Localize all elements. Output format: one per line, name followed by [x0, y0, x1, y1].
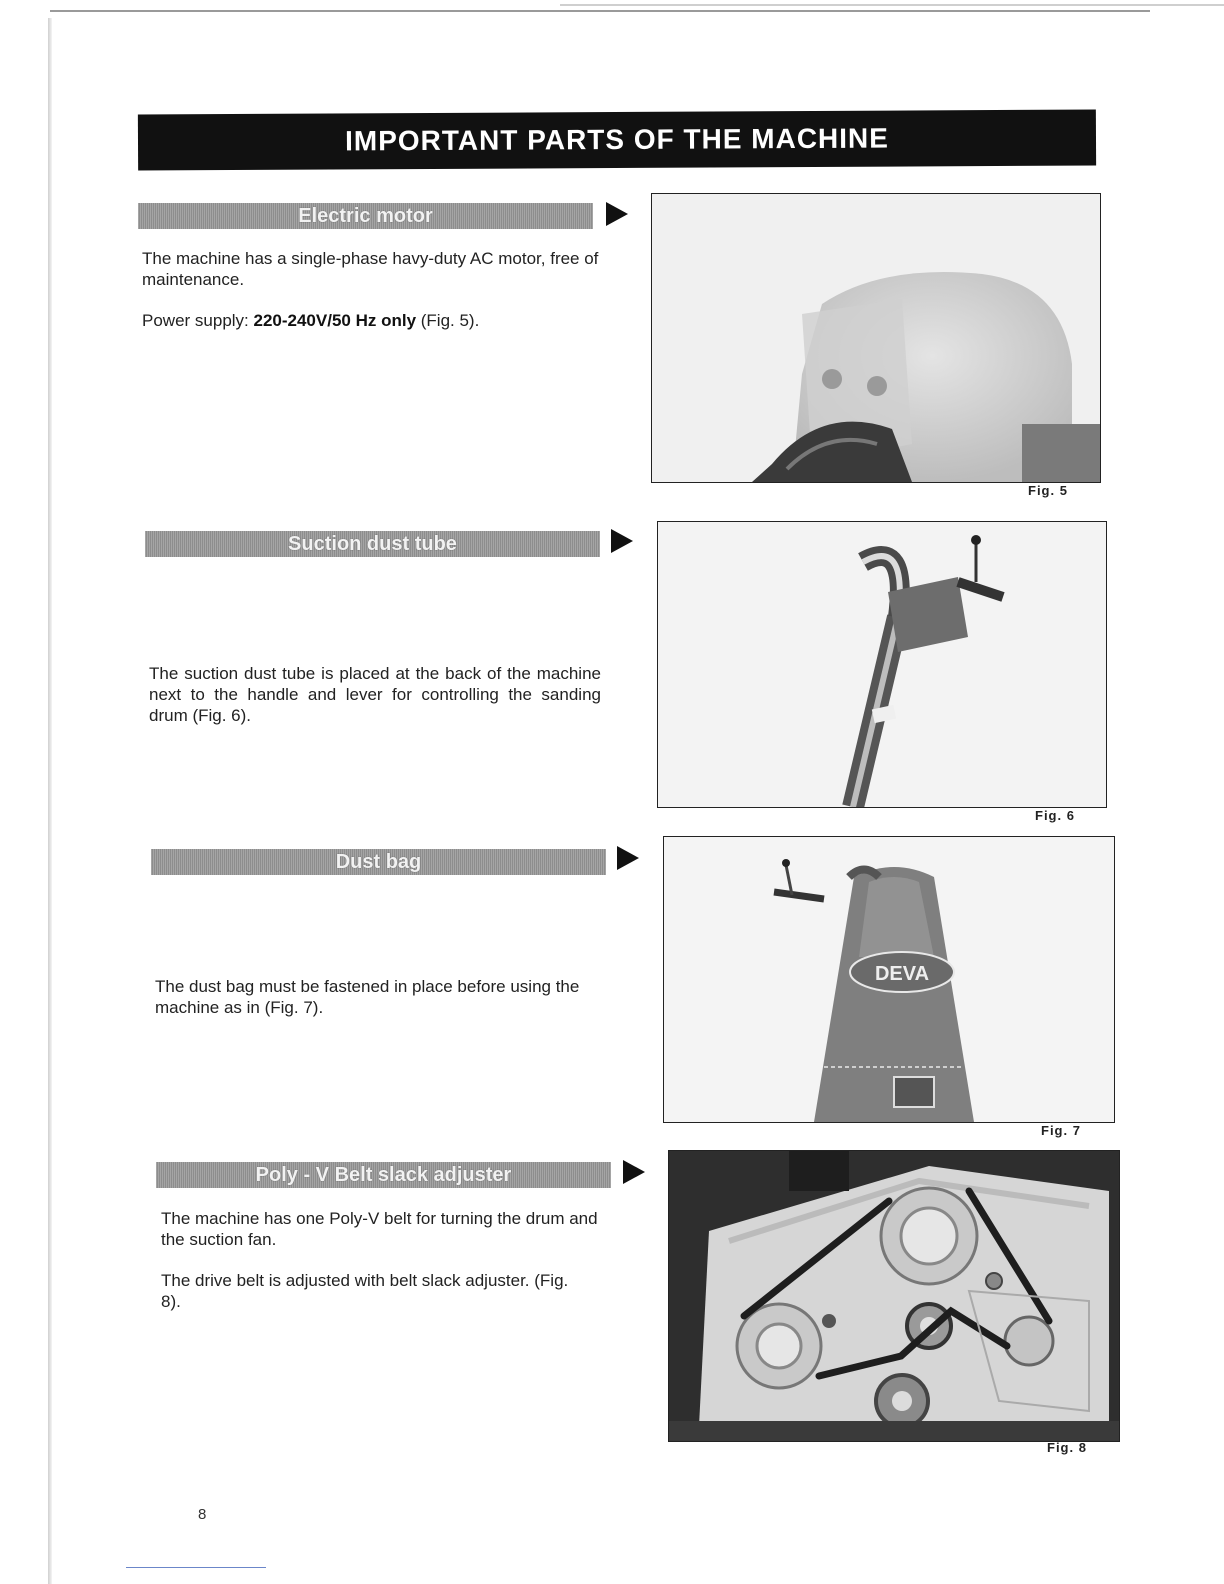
power-supply-ref: (Fig. 5).	[416, 311, 480, 330]
belt-drive-illustration	[669, 1151, 1119, 1441]
motor-description: The machine has a single-phase havy-duty AC motor, free of maintenance.	[142, 249, 599, 289]
section-heading: Poly - V Belt slack adjuster	[156, 1162, 611, 1188]
suction-tube-description: The suction dust tube is placed at the back of the machine next to the handle and lever for controlling the sanding drum (Fig. 6).	[149, 664, 601, 725]
power-supply-text	[142, 310, 602, 331]
figure-8-label: Fig. 8	[1047, 1440, 1087, 1455]
dust-bag-description: The dust bag must be fastened in place before using the machine as in (Fig. 7).	[155, 977, 580, 1017]
arrow-right-icon	[606, 202, 628, 226]
section-heading: Electric motor	[138, 203, 593, 229]
page-title: IMPORTANT PARTS OF THE MACHINE	[138, 109, 1096, 170]
figure-6-photo	[657, 521, 1107, 808]
section-heading: Suction dust tube	[145, 531, 600, 557]
bag-logo: DEVA	[874, 963, 930, 985]
power-supply-label: Power supply:	[142, 311, 254, 330]
arrow-right-icon	[617, 846, 639, 870]
belt-description: The machine has one Poly-V belt for turning the drum and the suction fan.	[161, 1209, 598, 1249]
power-supply-value: 220-240V/50 Hz only	[253, 311, 417, 330]
figure-6-label: Fig. 6	[1035, 808, 1075, 823]
arrow-right-icon	[623, 1160, 645, 1184]
scan-edge-top-2	[560, 4, 1224, 6]
figure-8-photo	[668, 1150, 1120, 1442]
arrow-right-icon	[611, 529, 633, 553]
figure-7-photo	[663, 836, 1115, 1123]
page-number: 8	[198, 1506, 207, 1523]
belt-adjust-instruction: The drive belt is adjusted with belt slack adjuster. (Fig. 8).	[161, 1271, 569, 1311]
figure-5-photo	[651, 193, 1101, 483]
section-heading: Dust bag	[151, 849, 606, 875]
figure-7-label: Fig. 7	[1041, 1123, 1081, 1138]
scan-edge-left	[48, 18, 52, 1584]
figure-5-label: Fig. 5	[1028, 483, 1068, 498]
scan-edge-top	[50, 10, 1150, 12]
scan-edge-bottom	[126, 1567, 266, 1568]
suction-tube-illustration	[658, 522, 1106, 807]
motor-photo-illustration	[652, 194, 1100, 482]
dust-bag-illustration	[664, 837, 1114, 1122]
